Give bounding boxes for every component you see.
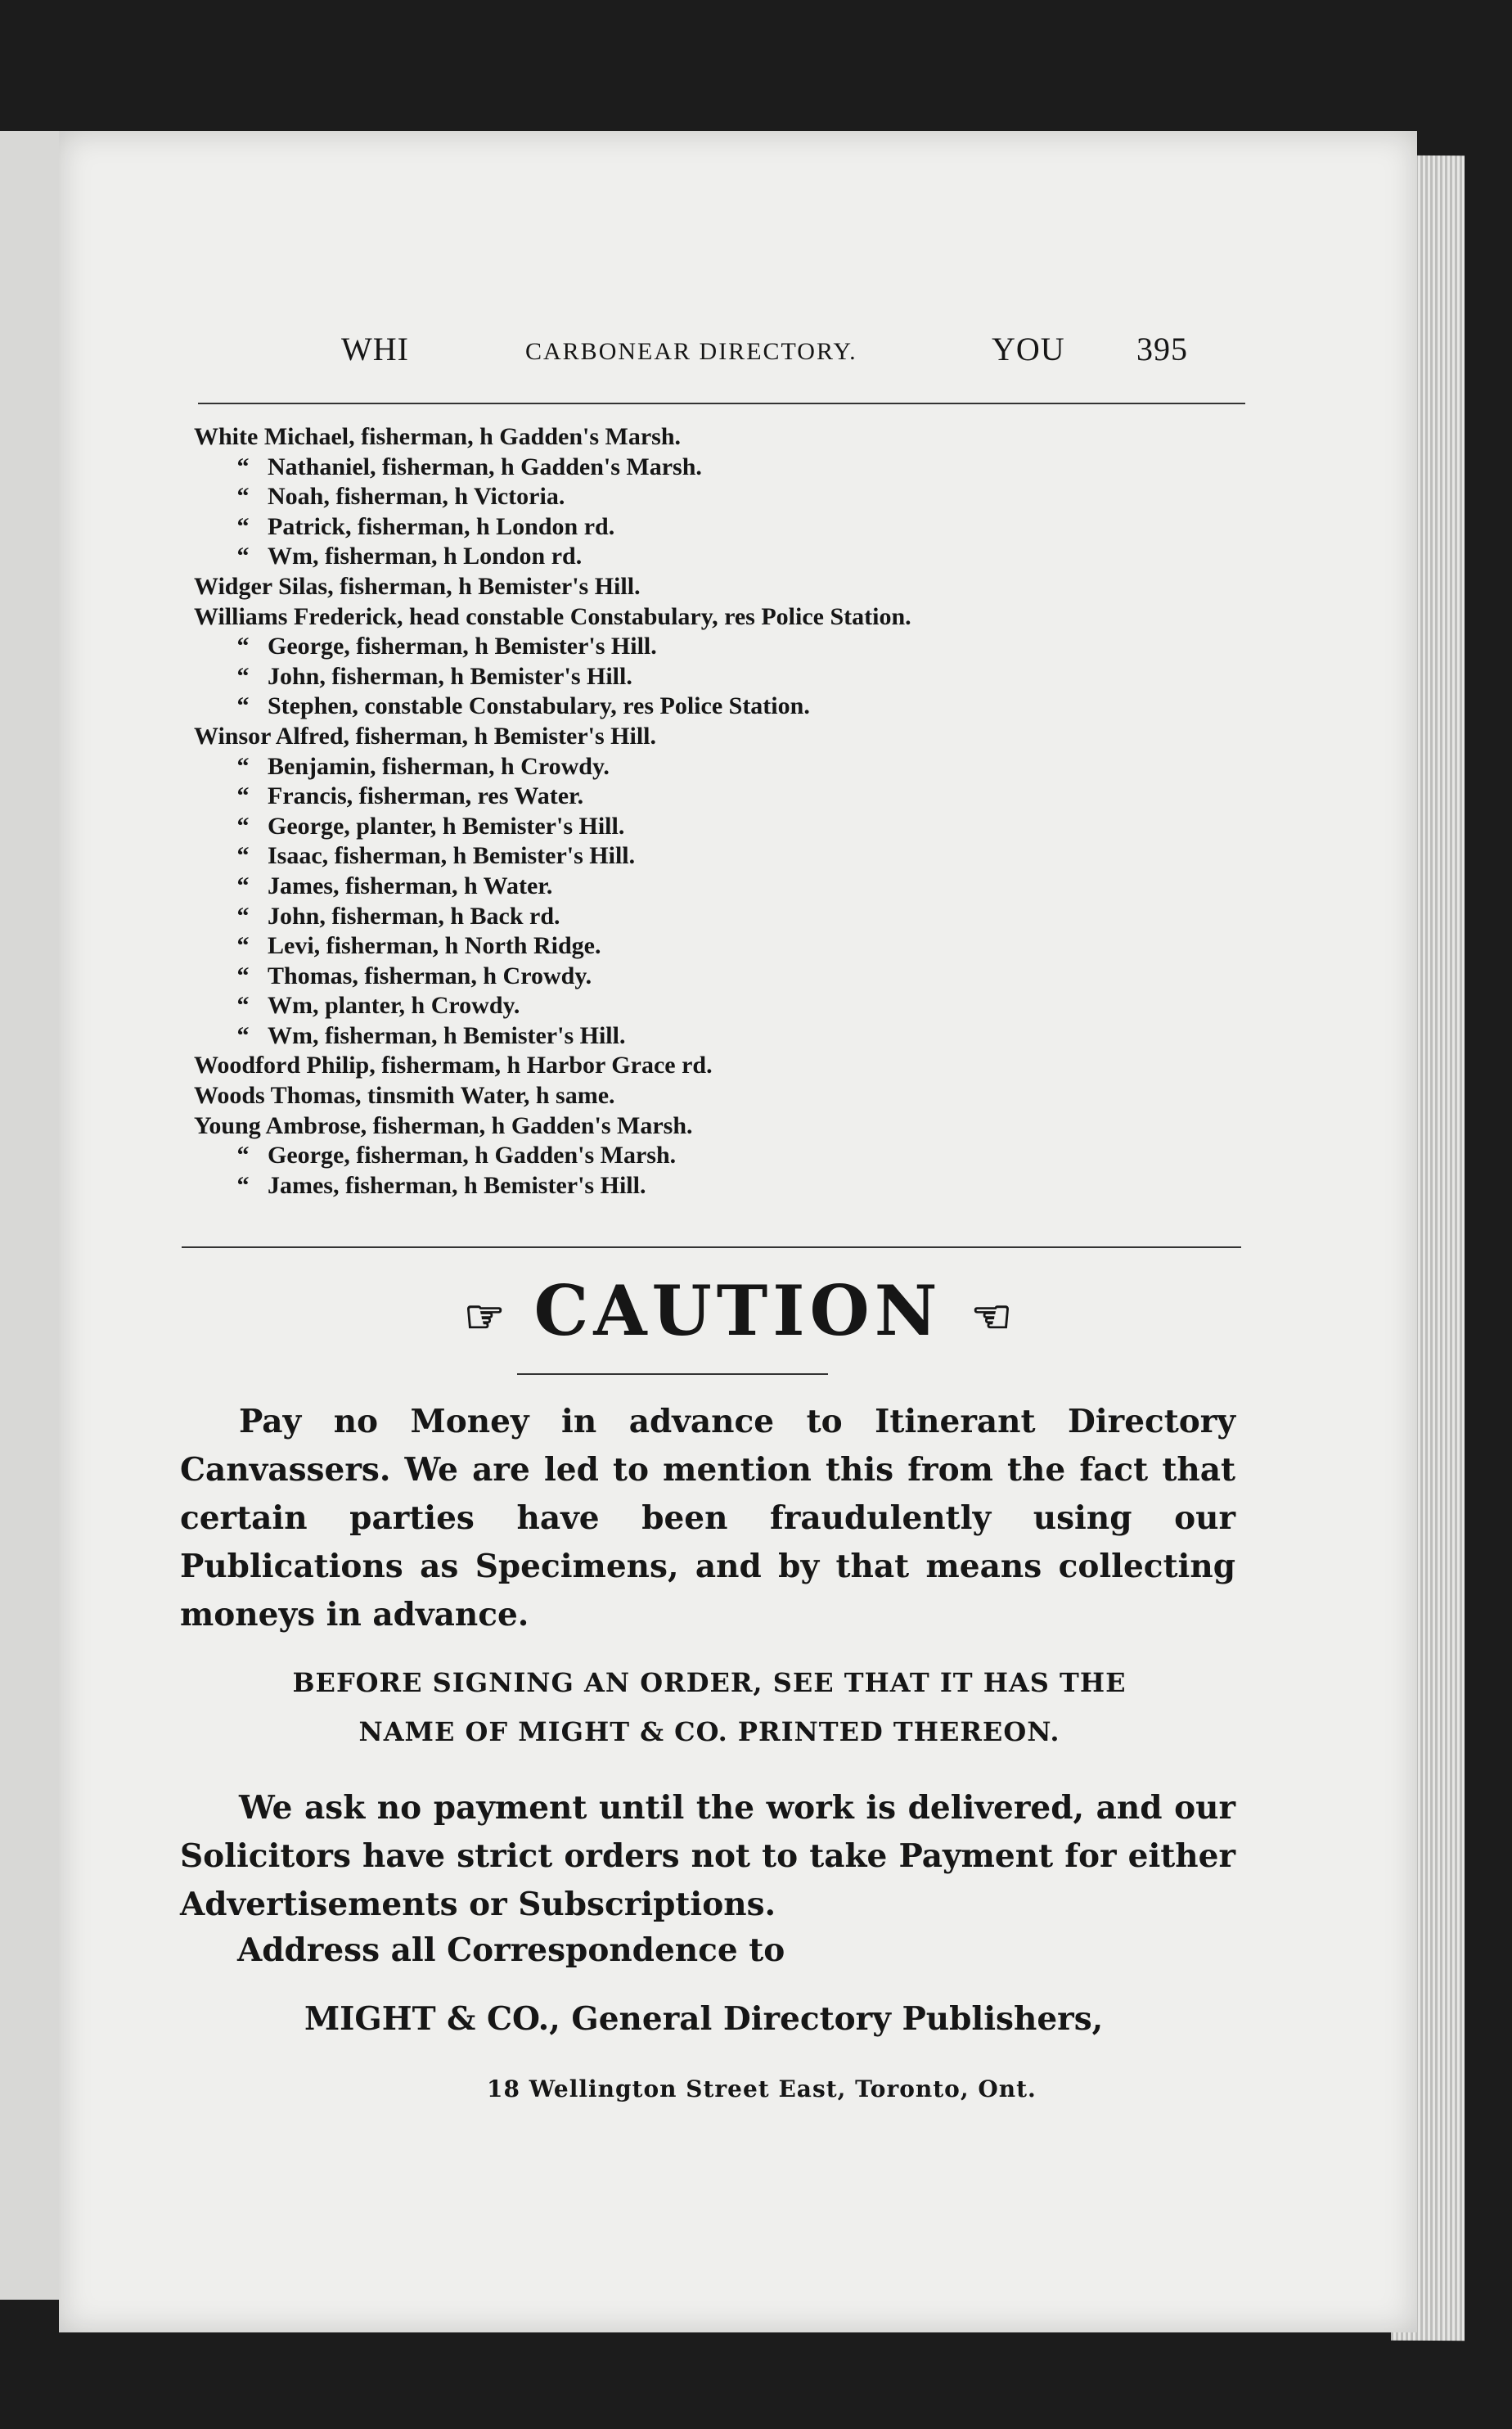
caution-paragraph-2: We ask no payment until the work is delivered, and our Solicitors have strict orders not to take Payment for either Advertisements or Subscriptions. xyxy=(180,1789,1235,1923)
directory-entry xyxy=(194,1021,1258,1052)
ditto-mark: “ xyxy=(236,962,250,989)
pointing-hand-left-icon: ☜ xyxy=(970,1290,1012,1344)
caution-caps-line-2: NAME OF MIGHT & CO. PRINTED THEREON. xyxy=(358,1716,1060,1747)
directory-entry xyxy=(194,692,1258,722)
entry-text: Thomas, fisherman, h Crowdy. xyxy=(268,962,592,989)
directory-entry xyxy=(194,542,1258,572)
caution-title-text: CAUTION xyxy=(533,1270,943,1351)
entry-text: George, planter, h Bemister's Hill. xyxy=(268,812,625,840)
directory-entry xyxy=(194,632,1258,662)
entry-text: Winsor Alfred, fisherman, h Bemister's Hill. xyxy=(194,722,657,750)
header-rule xyxy=(198,403,1245,404)
entry-text: Patrick, fisherman, h London rd. xyxy=(268,512,615,540)
directory-entry xyxy=(194,453,1258,483)
directory-entry xyxy=(194,931,1258,962)
directory-entry xyxy=(194,482,1258,512)
ditto-mark: “ xyxy=(236,782,250,810)
ditto-mark: “ xyxy=(236,902,250,930)
entry-text: George, fisherman, h Gadden's Marsh. xyxy=(268,1142,677,1169)
pointing-hand-right-icon: ☞ xyxy=(464,1290,506,1344)
entry-text: Isaac, fisherman, h Bemister's Hill. xyxy=(268,842,636,870)
directory-entry xyxy=(194,1051,1258,1081)
left-guide-word: WHI xyxy=(341,331,409,367)
ditto-mark: “ xyxy=(236,842,250,870)
entry-text: White Michael, fisherman, h Gadden's Marsh. xyxy=(194,423,682,450)
publisher-street: 18 Wellington Street East, Toronto, Ont. xyxy=(487,2075,1037,2102)
directory-entry xyxy=(194,752,1258,782)
directory-entry xyxy=(194,722,1258,752)
entry-text: Young Ambrose, fisherman, h Gadden's Marsh. xyxy=(194,1111,693,1139)
directory-entry xyxy=(194,991,1258,1021)
ditto-mark: “ xyxy=(236,633,250,660)
directory-entry xyxy=(194,422,1258,453)
publisher-name: MIGHT & CO., General Directory Publishers, xyxy=(304,2000,1104,2038)
caution-heading xyxy=(59,1270,1417,1358)
ditto-mark: “ xyxy=(236,1171,250,1199)
entry-text: Williams Frederick, head constable Constabulary, res Police Station. xyxy=(194,602,911,630)
ditto-mark: “ xyxy=(236,543,250,570)
entry-text: James, fisherman, h Bemister's Hill. xyxy=(268,1171,646,1199)
directory-entry xyxy=(194,662,1258,692)
caution-underline xyxy=(517,1373,828,1375)
directory-title: CARBONEAR DIRECTORY. xyxy=(525,338,857,365)
running-header xyxy=(59,330,1417,379)
directory-entry xyxy=(194,512,1258,543)
entry-text: John, fisherman, h Bemister's Hill. xyxy=(268,662,632,690)
entry-text: Francis, fisherman, res Water. xyxy=(268,782,584,810)
entry-text: Widger Silas, fisherman, h Bemister's Hill. xyxy=(194,572,641,600)
ditto-mark: “ xyxy=(236,992,250,1020)
entry-text: Nathaniel, fisherman, h Gadden's Marsh. xyxy=(268,453,702,480)
directory-entry xyxy=(194,872,1258,902)
ditto-mark: “ xyxy=(236,512,250,540)
page-number: 395 xyxy=(1136,331,1188,367)
directory-entry xyxy=(194,1081,1258,1111)
directory-entry xyxy=(194,1141,1258,1171)
directory-entry xyxy=(194,1111,1258,1142)
caution-paragraph-1: Pay no Money in advance to Itinerant Directory Canvassers. We are led to mention this from the fact that certain parties have been fraudulently using our Publications as Specimens, and by that means collecting moneys in advance. xyxy=(180,1403,1235,1634)
entry-text: John, fisherman, h Back rd. xyxy=(268,902,560,930)
ditto-mark: “ xyxy=(236,483,250,511)
ditto-mark: “ xyxy=(236,453,250,480)
directory-entry xyxy=(194,1171,1258,1201)
directory-entry xyxy=(194,962,1258,992)
directory-entry xyxy=(194,782,1258,812)
entry-text: George, fisherman, h Bemister's Hill. xyxy=(268,633,657,660)
directory-entries xyxy=(194,422,1258,1201)
entry-text: Wm, fisherman, h London rd. xyxy=(268,543,583,570)
directory-entry xyxy=(194,572,1258,602)
ditto-mark: “ xyxy=(236,1021,250,1049)
directory-page xyxy=(59,131,1417,2332)
section-rule xyxy=(182,1246,1241,1248)
ditto-mark: “ xyxy=(236,662,250,690)
entry-text: Wm, planter, h Crowdy. xyxy=(268,992,520,1020)
entry-text: James, fisherman, h Water. xyxy=(268,872,553,899)
entry-text: Levi, fisherman, h North Ridge. xyxy=(268,932,601,960)
ditto-mark: “ xyxy=(236,1142,250,1169)
entry-text: Noah, fisherman, h Victoria. xyxy=(268,483,565,511)
entry-text: Wm, fisherman, h Bemister's Hill. xyxy=(268,1021,626,1049)
entry-text: Woods Thomas, tinsmith Water, h same. xyxy=(194,1082,615,1110)
ditto-mark: “ xyxy=(236,692,250,720)
directory-entry xyxy=(194,841,1258,872)
entry-text: Woodford Philip, fishermam, h Harbor Grace rd. xyxy=(194,1052,713,1079)
ditto-mark: “ xyxy=(236,932,250,960)
entry-text: Benjamin, fisherman, h Crowdy. xyxy=(268,752,610,780)
ditto-mark: “ xyxy=(236,752,250,780)
address-line: Address all Correspondence to xyxy=(237,1931,785,1969)
directory-entry xyxy=(194,812,1258,842)
ditto-mark: “ xyxy=(236,812,250,840)
entry-text: Stephen, constable Constabulary, res Police Station. xyxy=(268,692,810,720)
directory-entry xyxy=(194,902,1258,932)
caution-caps-line-1: BEFORE SIGNING AN ORDER, SEE THAT IT HAS THE xyxy=(292,1667,1127,1698)
right-guide-word: YOU xyxy=(992,331,1065,367)
ditto-mark: “ xyxy=(236,872,250,899)
directory-entry xyxy=(194,602,1258,633)
